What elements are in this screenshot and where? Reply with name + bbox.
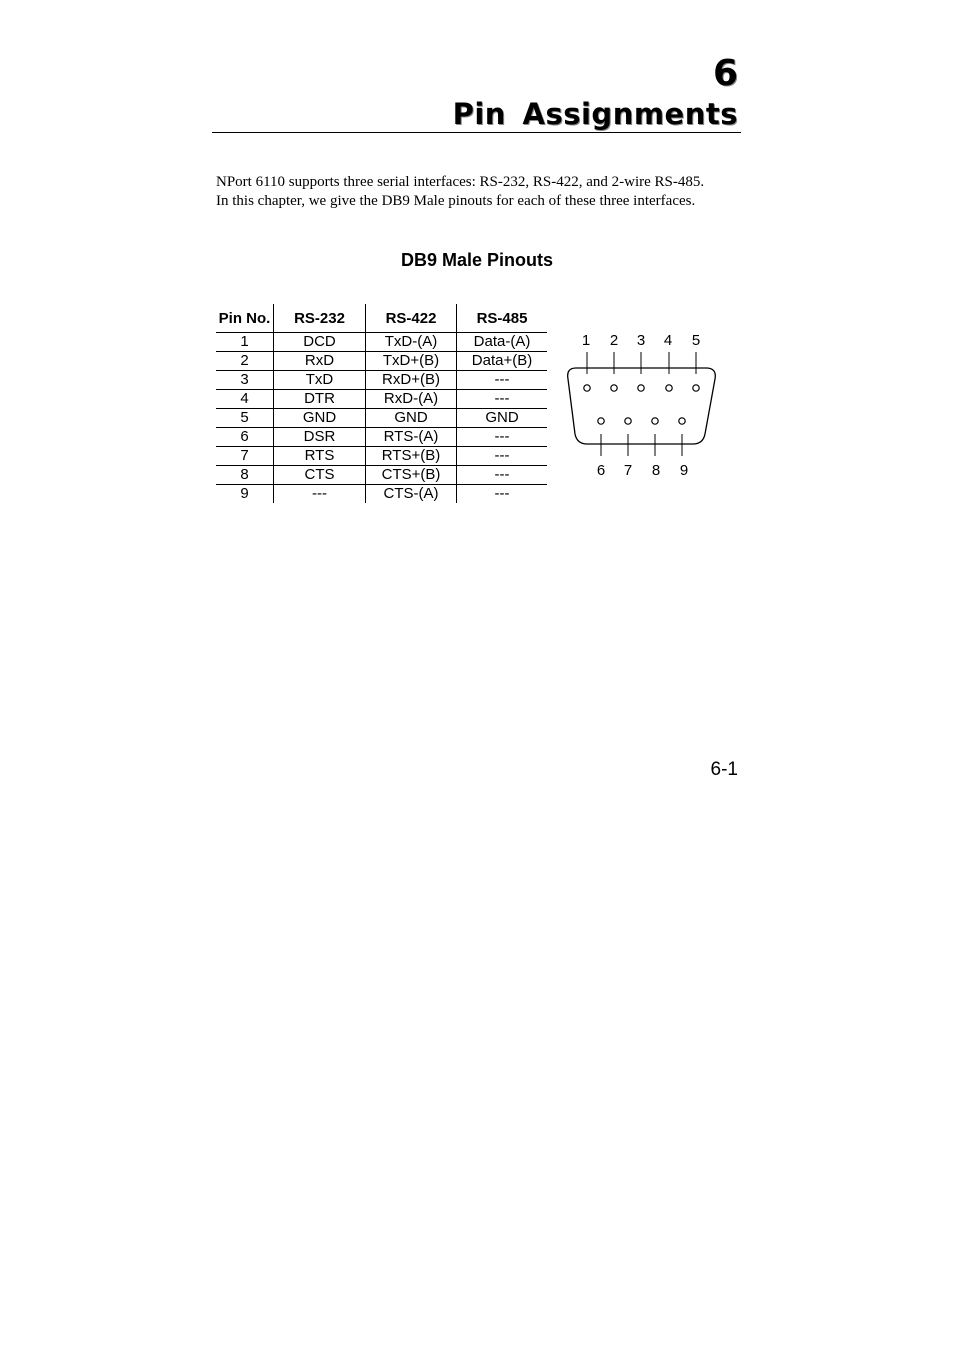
table-row: [216, 447, 547, 466]
table-row: [216, 333, 547, 352]
intro-line-1: NPort 6110 supports three serial interfaces: RS-232, RS-422, and 2-wire RS-485.: [216, 174, 705, 190]
pin-label-1: 1: [581, 332, 591, 349]
cell-rs485: ---: [457, 466, 548, 485]
cell-pin: 9: [216, 485, 274, 504]
cell-pin: 3: [216, 371, 274, 390]
header-rs422: RS-422: [366, 304, 457, 333]
pin-label-8: 8: [651, 462, 661, 479]
cell-rs485: Data-(A): [457, 333, 548, 352]
pinout-table: [216, 304, 547, 503]
cell-pin: 8: [216, 466, 274, 485]
pin-hole-3: [638, 385, 644, 391]
table-header-row: [216, 304, 547, 333]
cell-rs422: TxD-(A): [366, 333, 457, 352]
intro-paragraph: [216, 173, 756, 211]
pin-label-4: 4: [663, 332, 673, 349]
cell-rs422: GND: [366, 409, 457, 428]
cell-pin: 5: [216, 409, 274, 428]
connector-shell: [568, 368, 716, 444]
intro-line-2: In this chapter, we give the DB9 Male pinouts for each of these three interfaces.: [216, 193, 696, 209]
pin-label-2: 2: [609, 332, 619, 349]
pin-hole-5: [693, 385, 699, 391]
pin-label-3: 3: [636, 332, 646, 349]
cell-rs485: Data+(B): [457, 352, 548, 371]
pin-hole-2: [611, 385, 617, 391]
pin-label-7: 7: [623, 462, 633, 479]
pin-label-9: 9: [679, 462, 689, 479]
pin-hole-1: [584, 385, 590, 391]
title-divider: [212, 132, 741, 133]
cell-rs422: RxD-(A): [366, 390, 457, 409]
cell-rs422: RTS+(B): [366, 447, 457, 466]
table-row: [216, 428, 547, 447]
cell-pin: 4: [216, 390, 274, 409]
pin-hole-7: [625, 418, 631, 424]
header-pin-no: Pin No.: [216, 304, 274, 333]
cell-rs232: DSR: [274, 428, 366, 447]
cell-rs422: TxD+(B): [366, 352, 457, 371]
pin-hole-8: [652, 418, 658, 424]
page-number: 6-1: [710, 759, 738, 780]
cell-rs485: ---: [457, 371, 548, 390]
cell-rs232: TxD: [274, 371, 366, 390]
cell-rs485: ---: [457, 447, 548, 466]
cell-rs422: CTS-(A): [366, 485, 457, 504]
cell-rs485: ---: [457, 390, 548, 409]
table-row: [216, 409, 547, 428]
table-row: [216, 390, 547, 409]
table-row: [216, 352, 547, 371]
cell-rs232: RxD: [274, 352, 366, 371]
cell-pin: 1: [216, 333, 274, 352]
header-rs485: RS-485: [457, 304, 548, 333]
table-row: [216, 466, 547, 485]
cell-rs485: GND: [457, 409, 548, 428]
cell-rs232: DCD: [274, 333, 366, 352]
db9-male-connector-diagram: [560, 326, 730, 486]
pin-label-5: 5: [691, 332, 701, 349]
cell-rs422: CTS+(B): [366, 466, 457, 485]
cell-rs232: GND: [274, 409, 366, 428]
cell-rs422: RxD+(B): [366, 371, 457, 390]
chapter-title: Pin Assignments: [452, 97, 738, 131]
cell-rs232: DTR: [274, 390, 366, 409]
pin-hole-4: [666, 385, 672, 391]
cell-rs232: CTS: [274, 466, 366, 485]
header-rs232: RS-232: [274, 304, 366, 333]
chapter-number: 6: [712, 53, 738, 94]
pin-hole-6: [598, 418, 604, 424]
cell-rs485: ---: [457, 428, 548, 447]
pin-label-6: 6: [596, 462, 606, 479]
cell-rs232: RTS: [274, 447, 366, 466]
cell-pin: 7: [216, 447, 274, 466]
table-row: [216, 485, 547, 504]
section-heading: DB9 Male Pinouts: [400, 250, 554, 270]
cell-pin: 6: [216, 428, 274, 447]
cell-rs422: RTS-(A): [366, 428, 457, 447]
pin-hole-9: [679, 418, 685, 424]
cell-rs232: ---: [274, 485, 366, 504]
table-row: [216, 371, 547, 390]
cell-rs485: ---: [494, 485, 510, 502]
cell-pin: 2: [216, 352, 274, 371]
